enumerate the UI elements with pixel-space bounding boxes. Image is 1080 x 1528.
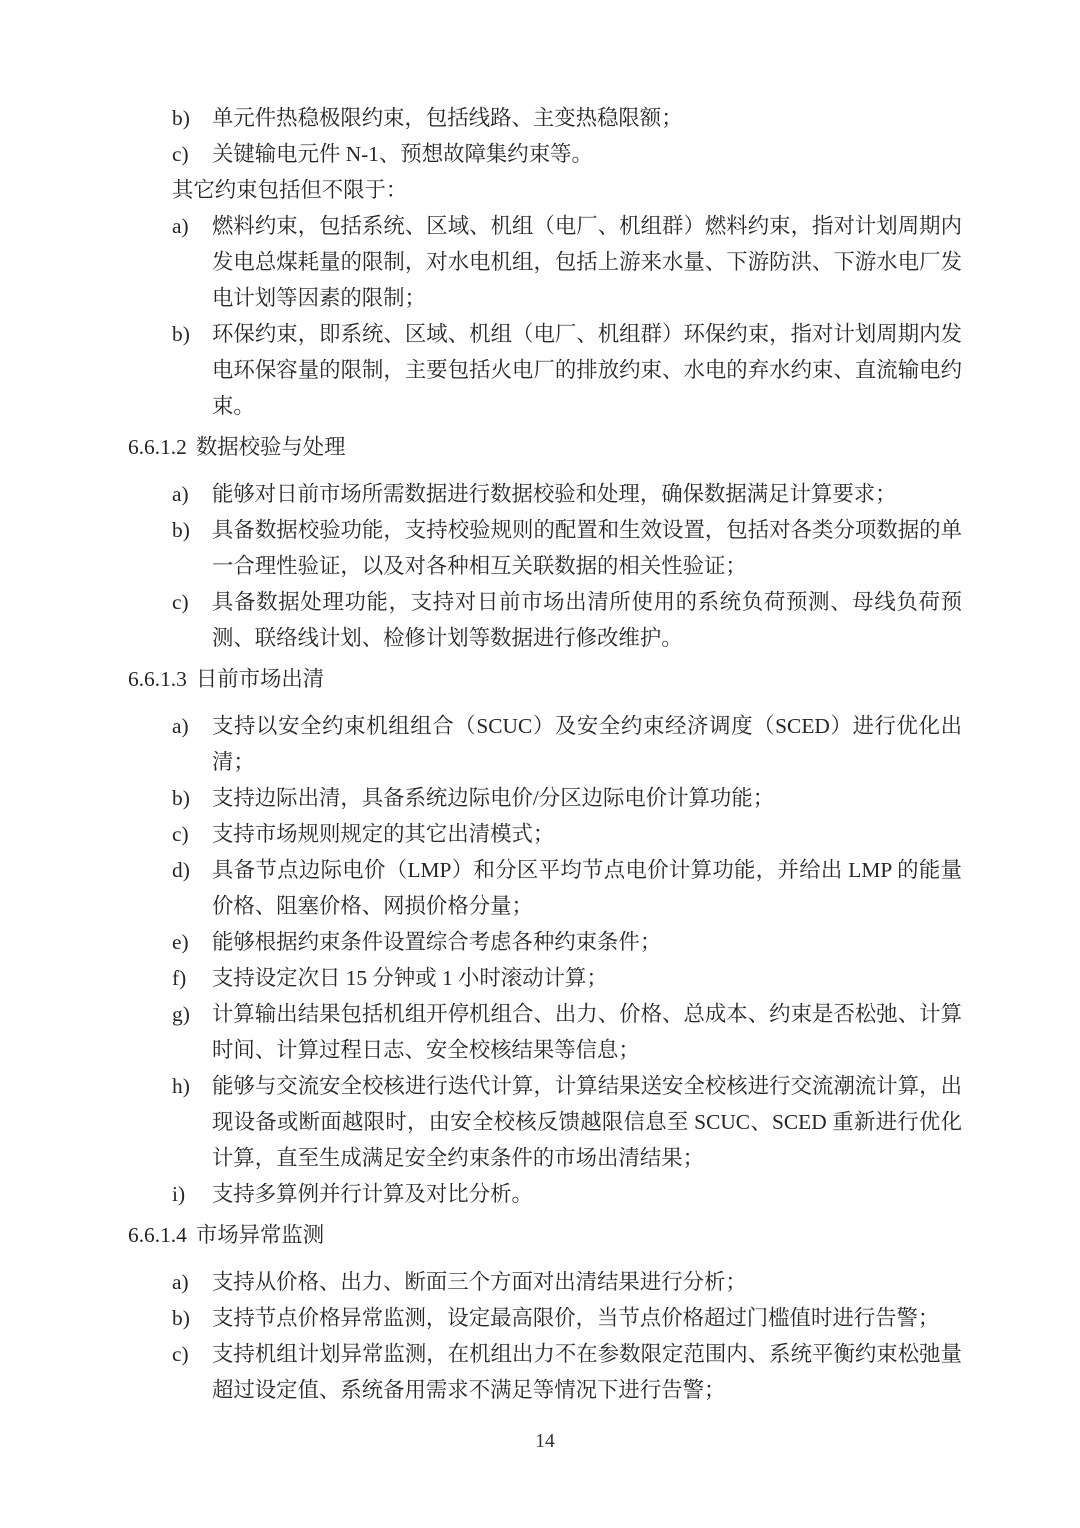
item-marker: c) (172, 1342, 189, 1366)
item-marker: g) (172, 1002, 190, 1026)
item-text: 计算输出结果包括机组开停机组合、出力、价格、总成本、约束是否松弛、计算时间、计算过程日志、安全校核结果等信息； (212, 1002, 962, 1062)
item-marker: a) (172, 214, 189, 238)
item-marker: c) (172, 142, 189, 166)
item-text: 能够根据约束条件设置综合考虑各种约束条件； (212, 930, 662, 954)
leading-constraint-list (128, 100, 962, 172)
list-item (172, 316, 962, 424)
item-marker: a) (172, 482, 189, 506)
list-item (172, 1176, 962, 1212)
other-constraint-list (128, 208, 962, 424)
list-item (172, 476, 962, 512)
section-heading-6613 (128, 661, 962, 697)
item-marker: b) (172, 518, 190, 542)
list-item (172, 780, 962, 816)
list-item (172, 960, 962, 996)
list-item (172, 708, 962, 780)
list-item (172, 512, 962, 584)
item-marker: h) (172, 1074, 190, 1098)
item-text: 支持边际出清，具备系统边际电价/分区边际电价计算功能； (212, 786, 775, 810)
list-item (172, 924, 962, 960)
list-item (172, 852, 962, 924)
list-item (172, 584, 962, 656)
item-text: 支持市场规则规定的其它出清模式； (212, 822, 555, 846)
section-heading-6614 (128, 1217, 962, 1253)
item-marker: e) (172, 930, 189, 954)
page-content (128, 100, 962, 1460)
other-constraints-intro: 其它约束包括但不限于： (172, 178, 408, 202)
item-text: 环保约束，即系统、区域、机组（电厂、机组群）环保约束，指对计划周期内发电环保容量的限制，主要包括火电厂的排放约束、水电的弃水约束、直流输电约束。 (212, 322, 962, 418)
item-text: 支持节点价格异常监测，设定最高限价，当节点价格超过门槛值时进行告警； (212, 1306, 940, 1330)
section-number: 6.6.1.3 (128, 667, 187, 691)
item-text: 支持设定次日 15 分钟或 1 小时滚动计算； (212, 966, 608, 990)
item-text: 能够与交流安全校核进行迭代计算，计算结果送安全校核进行交流潮流计算，出现设备或断面越限时，由安全校核反馈越限信息至 SCUC、SCED 重新进行优化计算，直至生成满足安全约束条件的市场出清结果； (212, 1074, 962, 1170)
list-item (172, 1264, 962, 1300)
item-marker: b) (172, 786, 190, 810)
page-number: 14 (535, 1431, 555, 1452)
item-text: 支持以安全约束机组组合（SCUC）及安全约束经济调度（SCED）进行优化出清； (212, 714, 962, 774)
list-item (172, 1300, 962, 1336)
item-text: 具备数据校验功能，支持校验规则的配置和生效设置，包括对各类分项数据的单一合理性验证，以及对各种相互关联数据的相关性验证； (212, 518, 962, 578)
list-item (172, 1068, 962, 1176)
item-marker: a) (172, 714, 189, 738)
item-marker: b) (172, 106, 190, 130)
item-text: 支持从价格、出力、断面三个方面对出清结果进行分析； (212, 1270, 747, 1294)
item-marker: b) (172, 1306, 190, 1330)
page-footer (128, 1424, 962, 1460)
item-marker: b) (172, 322, 190, 346)
list-item (172, 208, 962, 316)
section-6612-list (128, 476, 962, 656)
item-text: 具备数据处理功能，支持对日前市场出清所使用的系统负荷预测、母线负荷预测、联络线计划、检修计划等数据进行修改维护。 (212, 590, 962, 650)
list-item (172, 136, 962, 172)
section-title: 市场异常监测 (195, 1223, 325, 1247)
item-marker: d) (172, 858, 190, 882)
item-text: 能够对日前市场所需数据进行数据校验和处理，确保数据满足计算要求； (212, 482, 897, 506)
section-title: 日前市场出清 (195, 667, 325, 691)
item-text: 单元件热稳极限约束，包括线路、主变热稳限额； (212, 106, 683, 130)
section-heading-6612 (128, 429, 962, 465)
section-number: 6.6.1.4 (128, 1223, 187, 1247)
item-text: 燃料约束，包括系统、区域、机组（电厂、机组群）燃料约束，指对计划周期内发电总煤耗量的限制，对水电机组，包括上游来水量、下游防洪、下游水电厂发电计划等因素的限制； (212, 214, 962, 310)
item-text: 支持机组计划异常监测，在机组出力不在参数限定范围内、系统平衡约束松弛量超过设定值、系统备用需求不满足等情况下进行告警； (212, 1342, 962, 1402)
list-item (172, 100, 962, 136)
section-title: 数据校验与处理 (195, 435, 346, 459)
item-marker: f) (172, 966, 187, 990)
section-number: 6.6.1.2 (128, 435, 187, 459)
section-6614-list (128, 1264, 962, 1408)
item-text: 具备节点边际电价（LMP）和分区平均节点电价计算功能，并给出 LMP 的能量价格、阻塞价格、网损价格分量； (212, 858, 962, 918)
item-marker: i) (172, 1182, 186, 1206)
section-6613-list (128, 708, 962, 1212)
list-item (172, 816, 962, 852)
list-item (172, 1336, 962, 1408)
list-item (172, 996, 962, 1068)
item-marker: a) (172, 1270, 189, 1294)
item-text: 支持多算例并行计算及对比分析。 (212, 1182, 533, 1206)
item-marker: c) (172, 590, 189, 614)
item-marker: c) (172, 822, 189, 846)
item-text: 关键输电元件 N-1、预想故障集约束等。 (212, 142, 593, 166)
